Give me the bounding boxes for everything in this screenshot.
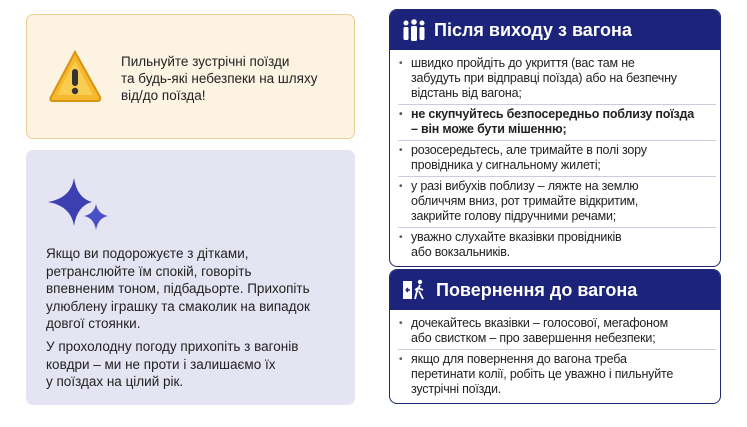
kids-paragraph-1: Якщо ви подорожуєте з дітками, ретранслюйте їм спокій, говоріть впевненим тоном, підбадьорте. Прихопіть улюблену іграшку та смаколик на випадок довгої стоянки.	[46, 246, 310, 331]
kids-paragraph-2: У прохолодну погоду прихопіть з вагонів ковдри – ми не проти і залишаємо їх у поїздах на цілий рік.	[46, 339, 299, 389]
list-item: • у разі вибухів поблизу – ляжте на землю обличчям вниз, рот тримайте відкритим, закрийте голову підручними речами;	[398, 177, 716, 228]
return-title: Повернення до вагона	[436, 279, 638, 300]
after-exit-list	[390, 50, 720, 266]
list-item: • не скупчуйтесь безпосередньо поблизу поїзда – він може бути мішенню;	[398, 105, 716, 141]
warning-triangle-icon	[47, 49, 103, 103]
kids-tip-box	[26, 150, 355, 405]
list-item: • дочекайтесь вказівки – голосової, мегафоном або свистком – про завершення небезпеки;	[398, 314, 716, 350]
warning-text: Пильнуйте зустрічні поїзди та будь-які небезпеки на шляху від/до поїзда!	[121, 54, 318, 103]
list-item: • уважно слухайте вказівки провідників або вокзальників.	[398, 228, 716, 263]
return-header	[390, 270, 720, 310]
return-card	[389, 269, 721, 404]
list-item: • якщо для повернення до вагона треба перетинати колії, робіть це уважно і пильнуйте зустрічні поїзди.	[398, 350, 716, 400]
list-item: • швидко пройдіть до укриття (вас там не забудуть при відправці поїзда) або на безпечну відстань від вагона;	[398, 54, 716, 105]
door-walking-icon	[402, 279, 428, 301]
warning-box	[26, 14, 355, 139]
after-exit-card	[389, 9, 721, 267]
after-exit-header	[390, 10, 720, 50]
return-list	[390, 310, 720, 403]
people-group-icon	[402, 19, 426, 41]
list-item: • розосередьтесь, але тримайте в полі зору провідника у сигнальному жилеті;	[398, 141, 716, 177]
after-exit-title: Після виходу з вагона	[434, 19, 632, 40]
sparkles-icon	[46, 176, 112, 234]
